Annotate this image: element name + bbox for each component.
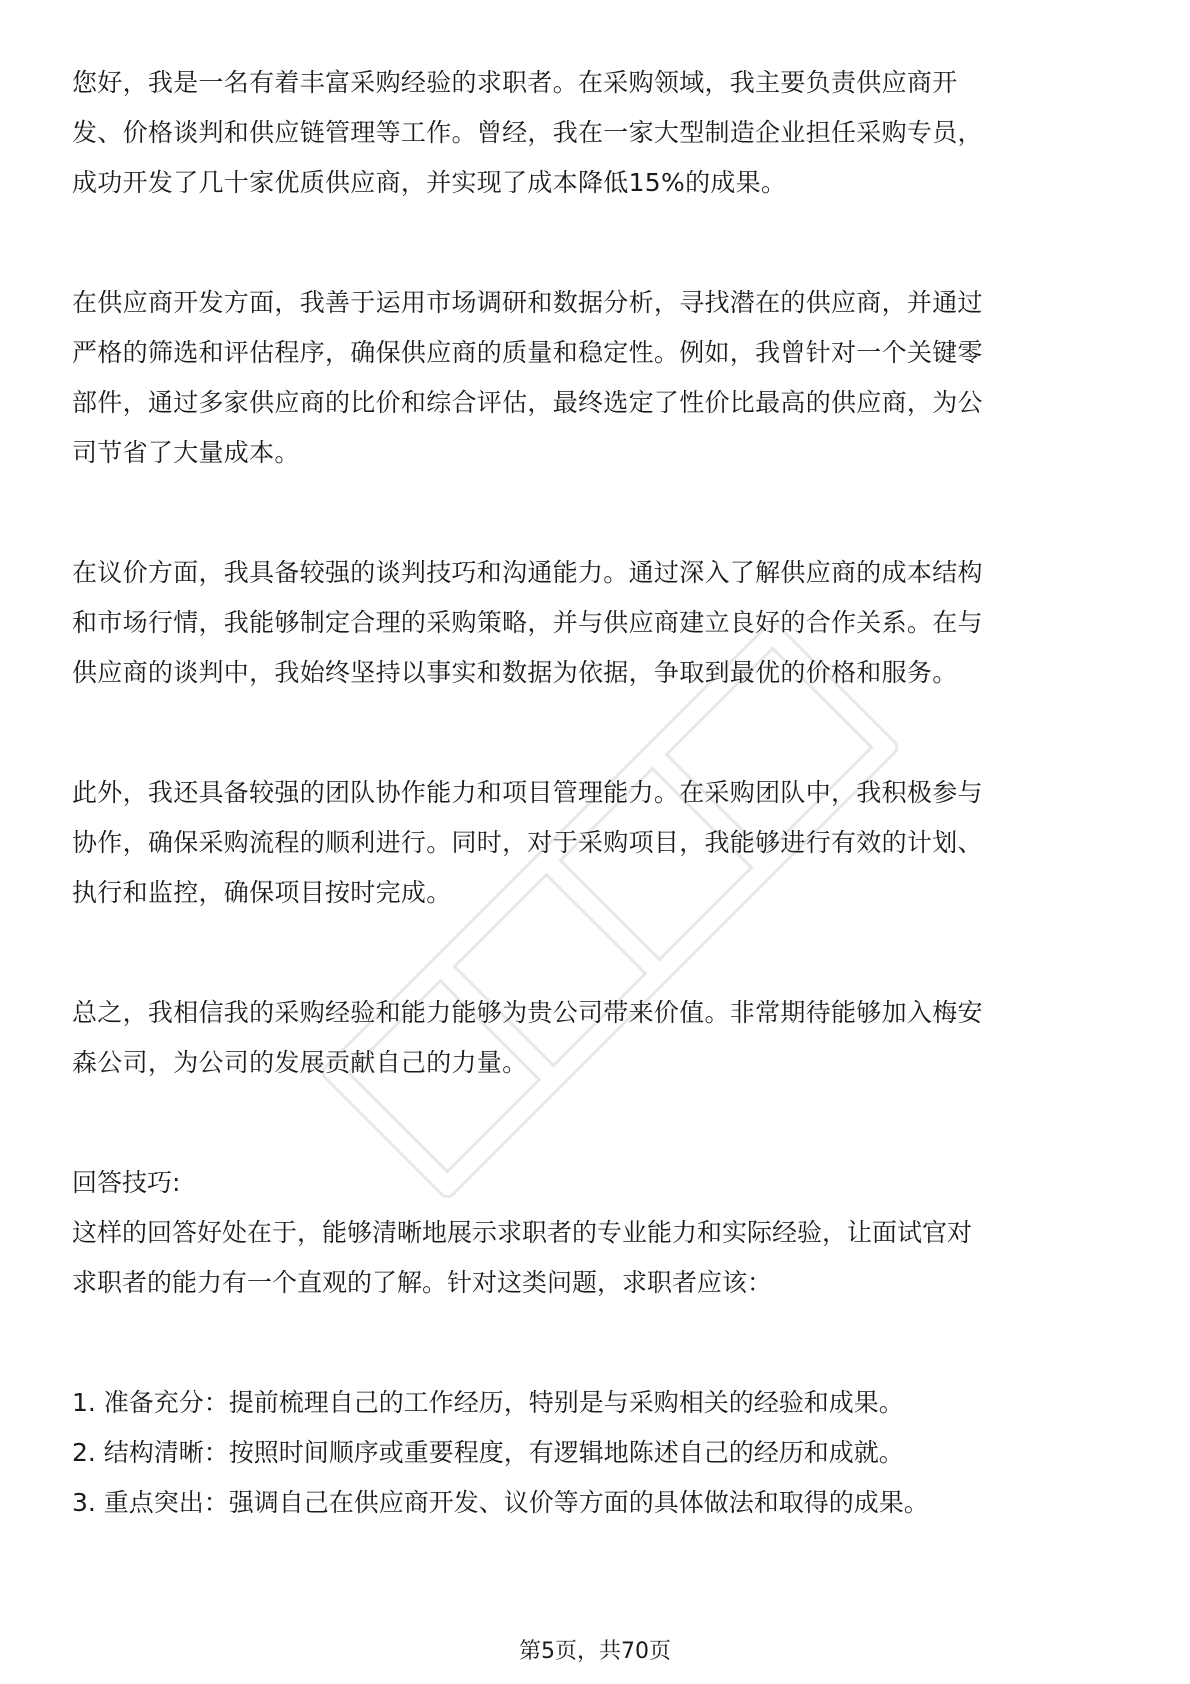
text-line: 总之，我相信我的采购经验和能力能够为贵公司带来价值。非常期待能够加入梅安	[72, 998, 983, 1027]
text-line: 部件，通过多家供应商的比价和综合评估，最终选定了性价比最高的供应商，为公	[72, 388, 983, 417]
text-line: 成功开发了几十家优质供应商，并实现了成本降低15%的成果。	[72, 168, 787, 197]
text-line: 司节省了大量成本。	[72, 438, 300, 467]
text-line: 严格的筛选和评估程序，确保供应商的质量和稳定性。例如，我曾针对一个关键零	[72, 338, 983, 367]
tips-heading: 回答技巧:	[72, 1168, 181, 1197]
text-line: 求职者的能力有一个直观的了解。针对这类问题，求职者应该：	[72, 1268, 773, 1297]
text-line: 执行和监控，确保项目按时完成。	[72, 878, 452, 907]
text-line: 您好，我是一名有着丰富采购经验的求职者。在采购领域，我主要负责供应商开	[72, 68, 958, 97]
text-line: 供应商的谈判中，我始终坚持以事实和数据为依据，争取到最优的价格和服务。	[72, 658, 958, 687]
paragraph-teamwork	[72, 768, 1122, 918]
tips-list-item: 2. 结构清晰：按照时间顺序或重要程度，有逻辑地陈述自己的经历和成就。	[72, 1438, 904, 1467]
text-line: 森公司，为公司的发展贡献自己的力量。	[72, 1048, 528, 1077]
tips-list	[72, 1378, 1122, 1528]
main-content	[72, 58, 1122, 1528]
page-number: 第5页，共70页	[519, 1639, 671, 1664]
text-line: 此外，我还具备较强的团队协作能力和项目管理能力。在采购团队中，我积极参与	[72, 778, 983, 807]
text-line: 这样的回答好处在于，能够清晰地展示求职者的专业能力和实际经验，让面试官对	[72, 1218, 973, 1247]
paragraph-conclusion	[72, 988, 1122, 1088]
text-line: 在议价方面，我具备较强的谈判技巧和沟通能力。通过深入了解供应商的成本结构	[72, 558, 983, 587]
tips-body	[72, 1208, 1122, 1308]
text-line: 在供应商开发方面，我善于运用市场调研和数据分析，寻找潜在的供应商，并通过	[72, 288, 983, 317]
text-line: 和市场行情，我能够制定合理的采购策略，并与供应商建立良好的合作关系。在与	[72, 608, 983, 637]
paragraph-intro	[72, 58, 1122, 208]
paragraph-negotiation	[72, 548, 1122, 698]
text-line: 协作，确保采购流程的顺利进行。同时，对于采购项目，我能够进行有效的计划、	[72, 828, 983, 857]
tips-list-item: 3. 重点突出：强调自己在供应商开发、议价等方面的具体做法和取得的成果。	[72, 1488, 929, 1517]
tips-list-item: 1. 准备充分：提前梳理自己的工作经历，特别是与采购相关的经验和成果。	[72, 1388, 904, 1417]
paragraph-supplier-development	[72, 278, 1122, 478]
text-line: 发、价格谈判和供应链管理等工作。曾经，我在一家大型制造企业担任采购专员，	[72, 118, 983, 147]
